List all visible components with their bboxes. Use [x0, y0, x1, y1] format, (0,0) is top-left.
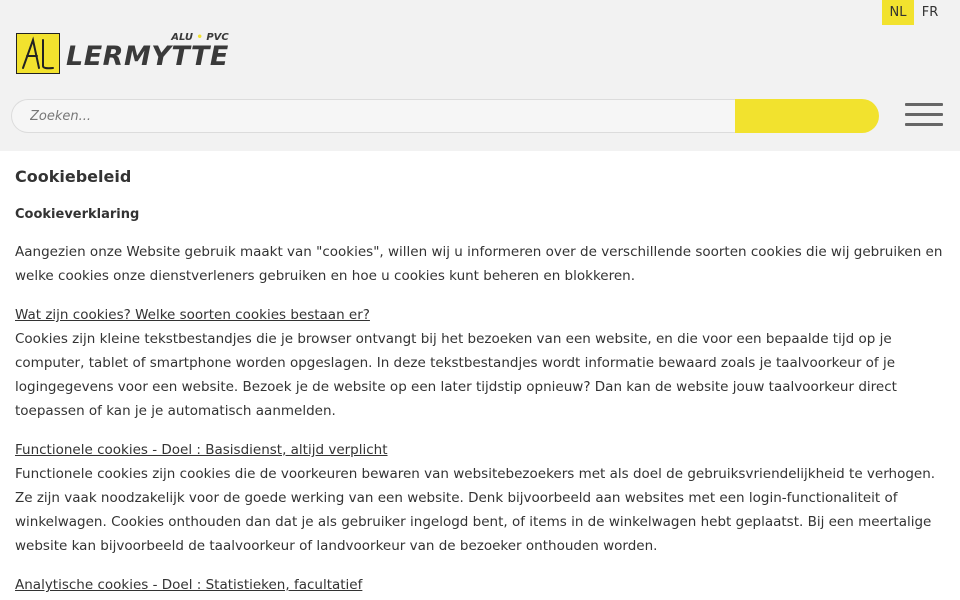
hamburger-menu-icon[interactable] — [905, 103, 943, 127]
what-are-cookies-link[interactable]: Wat zijn cookies? Welke soorten cookies bestaan er? — [15, 307, 370, 323]
logo-wordmark: LERMYTTE — [66, 41, 229, 72]
main-content — [15, 166, 950, 597]
content-block — [15, 303, 950, 423]
language-nl-button[interactable]: NL — [882, 0, 914, 25]
menu-line — [905, 113, 943, 116]
logo-sub-dot: • — [196, 32, 203, 43]
block-paragraph: Cookies zijn kleine tekstbestandjes die je browser ontvangt bij het bezoeken van een website, en die voor een bepaalde tijd op je computer, tablet of smartphone worden opgeslagen. In deze tekstbestandjes wordt informatie bewaard zoals je taalvoorkeur of je logingegevens voor een website. Bezoek je de website op een later tijdstip opnieuw? Dan kan de website jouw taalvoorkeur direct toepassen of kan je je automatisch aanmelden. — [15, 331, 897, 419]
content-block — [15, 438, 950, 558]
logo[interactable] — [16, 32, 229, 74]
search-input[interactable] — [11, 99, 735, 133]
logo-mark-icon — [16, 33, 60, 74]
content-block — [15, 573, 950, 597]
block-paragraph: Functionele cookies zijn cookies die de voorkeuren bewaren van websitebezoekers met als doel de gebruiksvriendelijkheid te verhogen. Ze zijn vaak noodzakelijk voor de goede werking van een website. Denk bijvoorbeeld aan websites met een login-functionaliteit of winkelwagen. Cookies onthouden dan dat je als gebruiker ingelogd bent, of items in de winkelwagen hebt geplaatst. Bij een meertalige website kan bijvoorbeeld de taalvoorkeur of landvoorkeur van de bezoeker onthouden worden. — [15, 466, 936, 554]
language-fr-button[interactable]: FR — [921, 5, 939, 20]
logo-sub-left: ALU — [171, 32, 193, 43]
search-button[interactable] — [735, 99, 879, 133]
menu-line — [905, 103, 943, 106]
logo-sub-right: PVC — [206, 32, 229, 43]
analytic-cookies-link[interactable]: Analytische cookies - Doel : Statistieken, facultatief — [15, 577, 363, 593]
logo-subtitle — [171, 32, 228, 43]
intro-paragraph: Aangezien onze Website gebruik maakt van "cookies", willen wij u informeren over de verschillende soorten cookies die wij gebruiken en welke cookies onze dienstverleners gebruiken en hoe u cookies kunt beheren en blokkeren. — [15, 244, 943, 284]
section-title: Cookieverklaring — [15, 207, 140, 222]
logo-text — [66, 32, 229, 74]
functional-cookies-link[interactable]: Functionele cookies - Doel : Basisdienst, altijd verplicht — [15, 442, 388, 458]
page-title: Cookiebeleid — [15, 167, 132, 186]
menu-line — [905, 123, 943, 126]
search-bar — [11, 99, 879, 133]
site-header — [0, 0, 960, 151]
